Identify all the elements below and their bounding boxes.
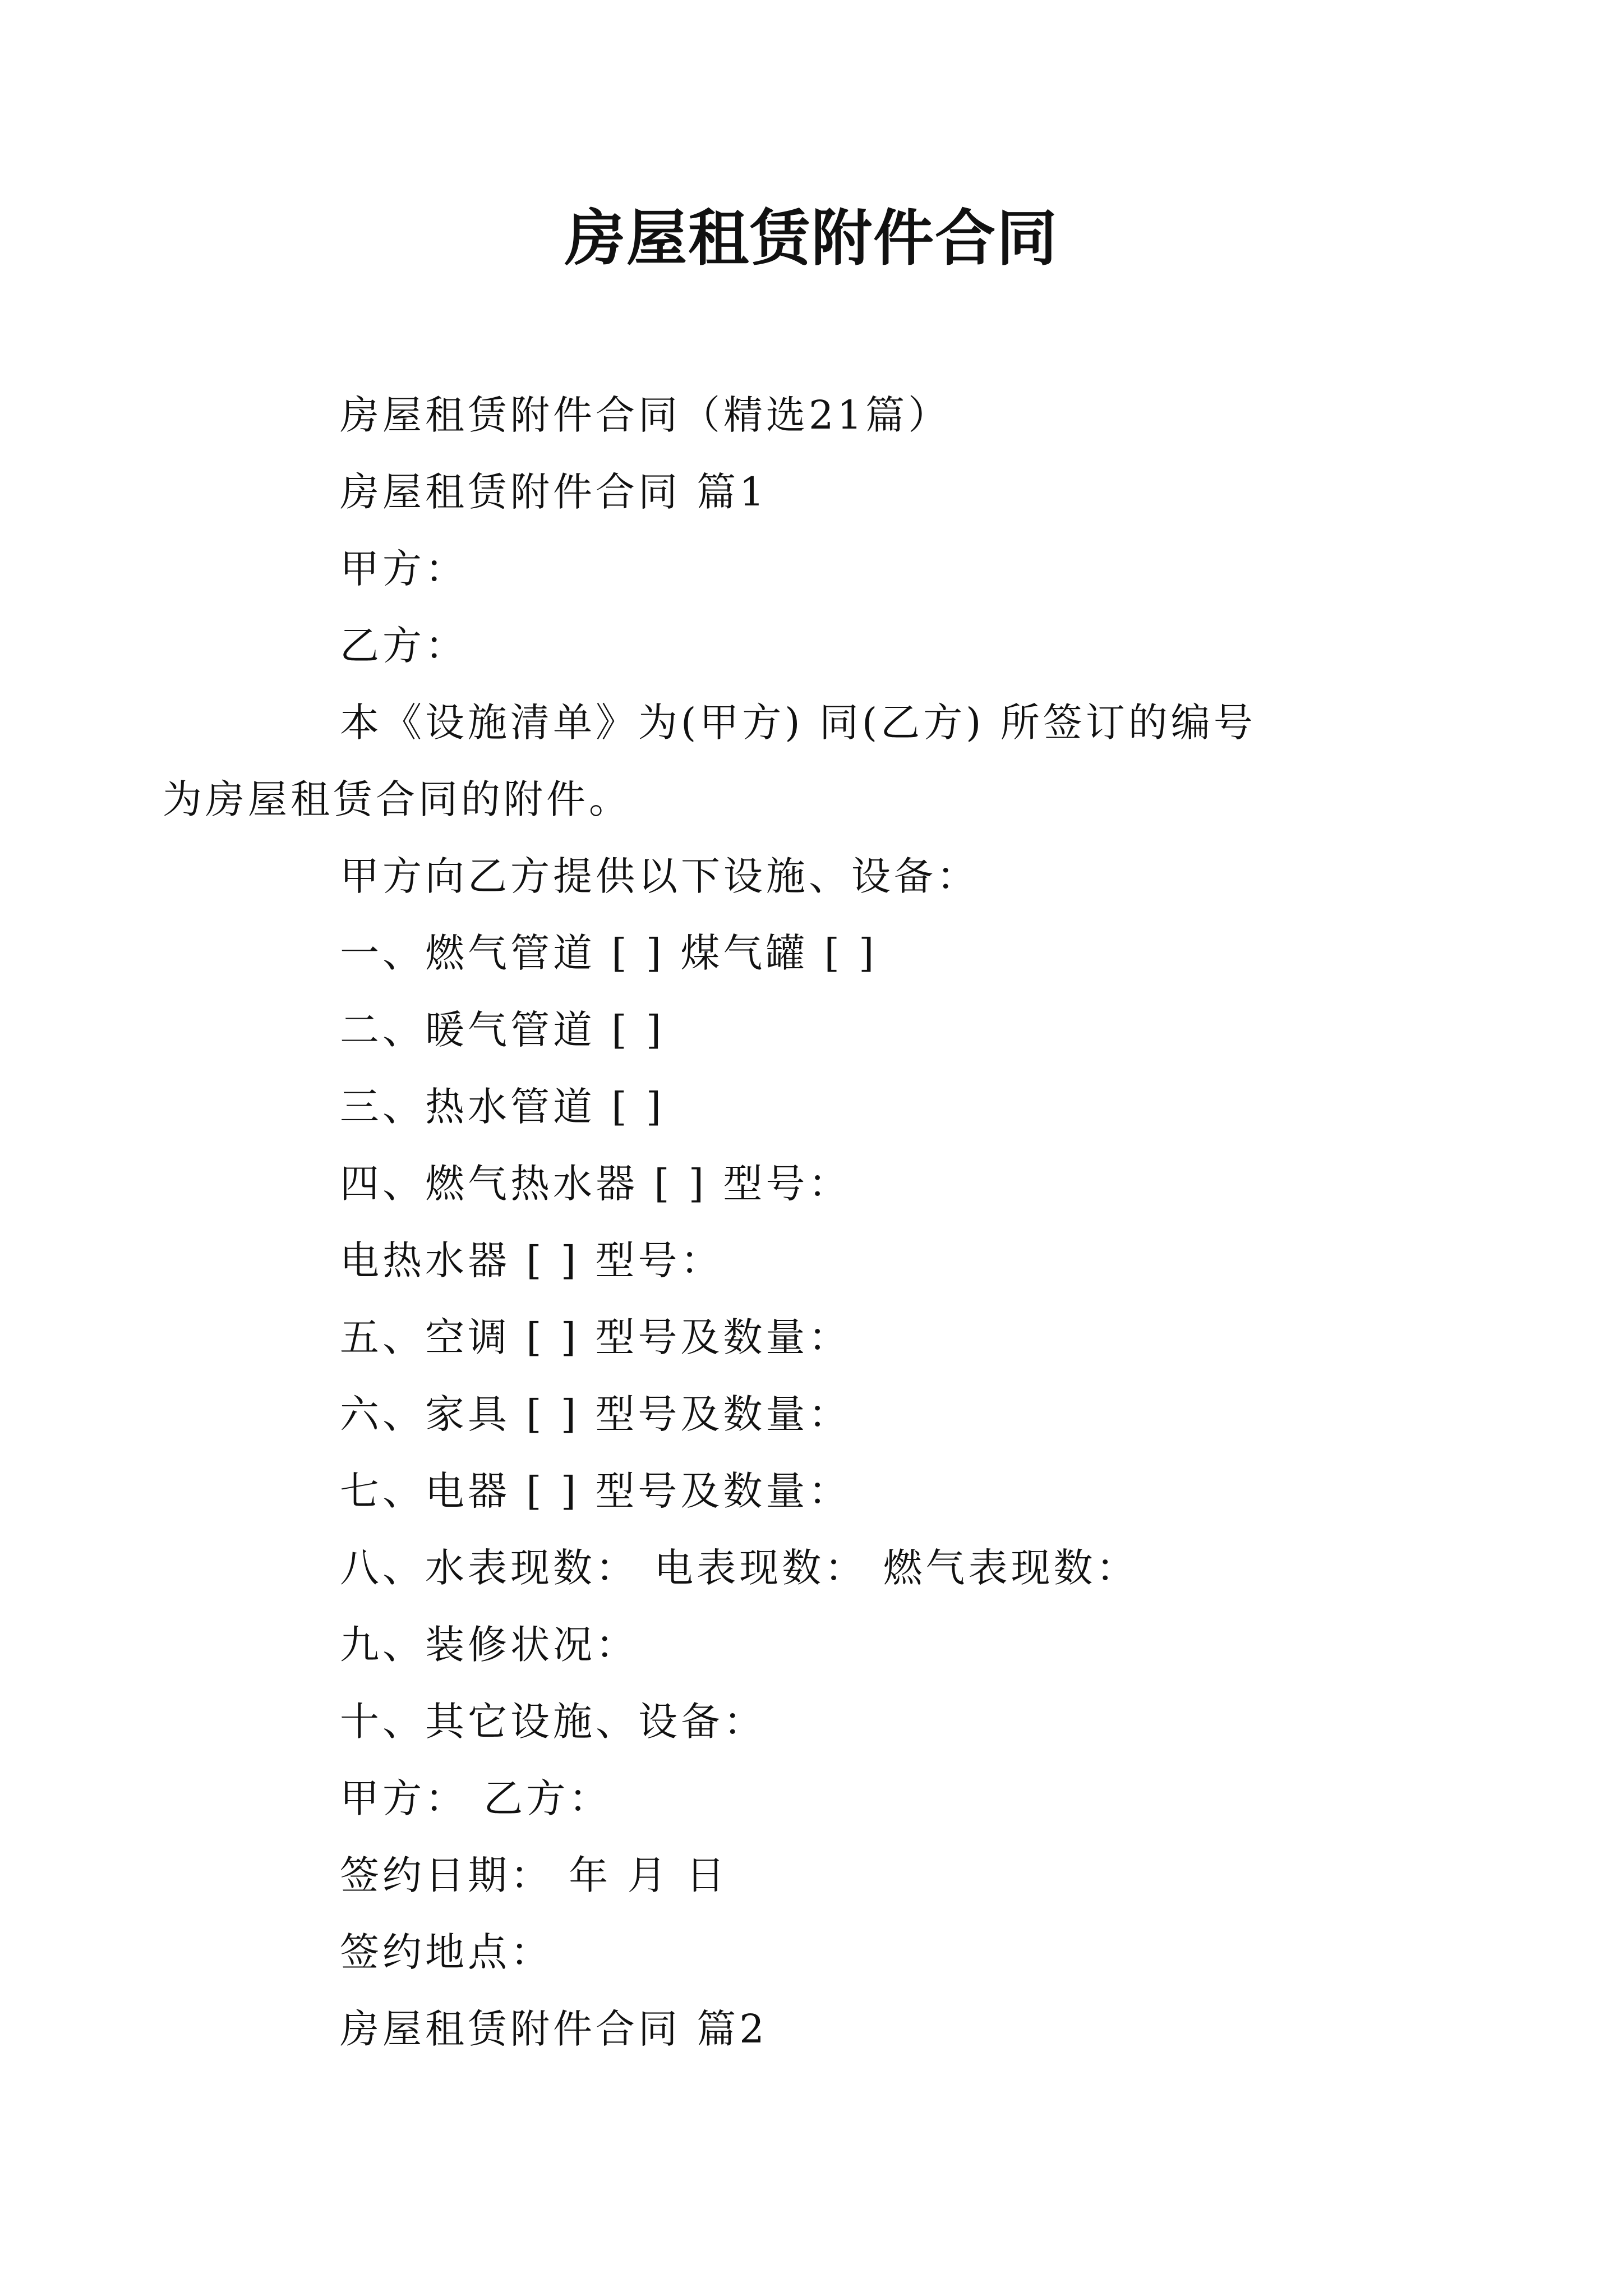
paragraph-section-heading-1: 房屋租赁附件合同 篇1 [340, 469, 768, 515]
paragraph-party-b: 乙方： [340, 623, 468, 669]
paragraph-intro: 本《设施清单》为(甲方) 同(乙方) 所签订的编号为房屋租赁合同的附件。 [163, 700, 1256, 822]
list-item-furniture: 六、家具 [ ] 型号及数量： [340, 1391, 851, 1437]
list-item-electric-water-heater: 电热水器 [ ] 型号： [340, 1237, 723, 1283]
list-item-air-conditioner: 五、空调 [ ] 型号及数量： [340, 1314, 851, 1360]
paragraph-collection-title: 房屋租赁附件合同（精选21篇） [340, 392, 951, 438]
list-item-appliances: 七、电器 [ ] 型号及数量： [340, 1468, 851, 1514]
paragraph-facilities-intro: 甲方向乙方提供以下设施、设备： [340, 853, 979, 899]
document-body [163, 377, 1373, 2068]
paragraph-section-heading-2: 房屋租赁附件合同 篇2 [340, 2006, 768, 2052]
document-title: 房屋租赁附件合同 [564, 203, 1058, 274]
list-item-hot-water: 三、热水管道 [ ] [340, 1084, 665, 1130]
paragraph-signing-date: 签约日期： 年 月 日 [340, 1852, 728, 1898]
list-item-decoration: 九、装修状况： [340, 1622, 638, 1668]
paragraph-signing-place: 签约地点： [340, 1929, 553, 1975]
list-item-heating: 二、暖气管道 [ ] [340, 1007, 665, 1053]
list-item-gas: 一、燃气管道 [ ] 煤气罐 [ ] [340, 930, 878, 976]
paragraph-party-a: 甲方： [340, 546, 468, 592]
paragraph-signatures: 甲方： 乙方： [340, 1775, 612, 1821]
list-item-gas-water-heater: 四、燃气热水器 [ ] 型号： [340, 1161, 851, 1207]
list-item-meter-readings: 八、水表现数： 电表现数： 燃气表现数： [340, 1545, 1139, 1591]
list-item-other-facilities: 十、其它设施、设备： [340, 1699, 766, 1745]
